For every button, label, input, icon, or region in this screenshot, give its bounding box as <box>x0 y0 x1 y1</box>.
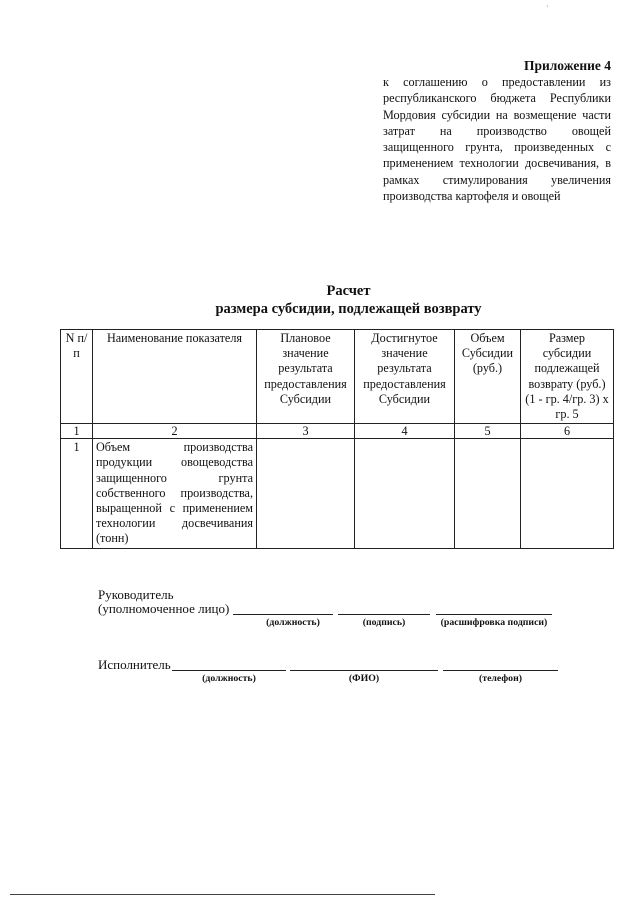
header-number: N п/п <box>61 330 93 424</box>
header-planned: Плановое значение результата предоставления Субсидии <box>257 330 355 424</box>
caption-executor-name: (ФИО) <box>348 673 380 684</box>
executor-position-line <box>172 670 286 671</box>
row-planned-value <box>257 439 355 548</box>
annex-text: к соглашению о предоставлении из республиканского бюджета Республики Мордовия субсидии на возмещение части затрат на производство овощей защищенного грунта, произведенных с применением технологии досвечивания, в рамках стимулирования увеличения производства картофеля и овощей <box>383 75 611 204</box>
row-refund-amount <box>521 439 614 548</box>
column-number: 4 <box>355 424 455 439</box>
document-subtitle: размера субсидии, подлежащей возврату <box>215 301 482 317</box>
caption-decoding: (расшифровка подписи) <box>440 617 548 628</box>
row-indicator: Объем производства продукции овощеводства защищенного грунта собственного производства, выращенной с применением технологии досвечивания (тонн) <box>93 439 257 548</box>
row-achieved-value <box>355 439 455 548</box>
column-number-row <box>61 424 614 439</box>
head-label-authorized: (уполномоченное лицо) <box>98 601 230 616</box>
executor-phone-line <box>443 670 558 671</box>
header-indicator: Наименование показателя <box>93 330 257 424</box>
caption-position: (должность) <box>266 617 320 628</box>
calculation-table <box>60 329 614 549</box>
column-number: 6 <box>521 424 614 439</box>
header-achieved: Достигнутое значение результата предоставления Субсидии <box>355 330 455 424</box>
header-subsidy: Объем Субсидии (руб.) <box>455 330 521 424</box>
caption-executor-position: (должность) <box>202 673 256 684</box>
annex-title: Приложение 4 <box>523 58 611 73</box>
table-row <box>61 439 614 548</box>
scan-speck: · <box>546 2 549 11</box>
column-number: 1 <box>61 424 93 439</box>
row-number: 1 <box>61 439 93 548</box>
caption-signature: (подпись) <box>362 617 406 628</box>
signature-line <box>338 614 430 615</box>
position-line <box>233 614 333 615</box>
signature-decoding-line <box>436 614 552 615</box>
header-refund: Размер субсидии подлежащей возврату (руб.) (1 - гр. 4/гр. 3) x гр. 5 <box>521 330 614 424</box>
caption-executor-phone: (телефон) <box>479 673 522 684</box>
column-number: 2 <box>93 424 257 439</box>
executor-name-line <box>290 670 438 671</box>
executor-label: Исполнитель <box>98 657 171 672</box>
column-number: 5 <box>455 424 521 439</box>
row-subsidy-amount <box>455 439 521 548</box>
page-bottom-rule <box>10 894 435 895</box>
head-label: Руководитель <box>98 587 174 602</box>
column-number: 3 <box>257 424 355 439</box>
document-title: Расчет <box>326 283 371 299</box>
table-header-row <box>61 330 614 424</box>
